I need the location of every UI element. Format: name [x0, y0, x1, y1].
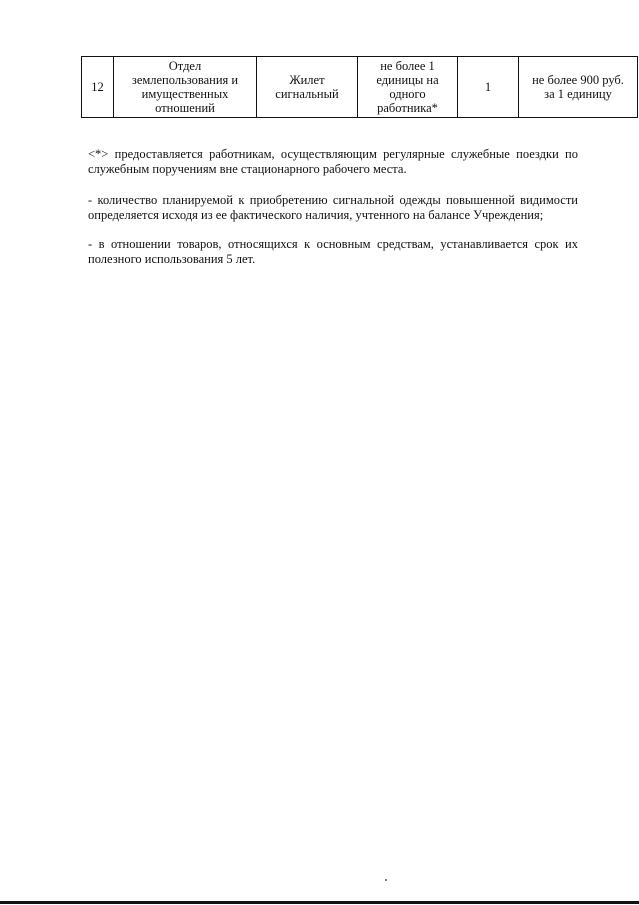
- row-number: 12: [91, 80, 104, 94]
- service-life-cell: [458, 57, 519, 118]
- footnote-paragraph: <*> предоставляется работникам, осуществляющим регулярные служебные поездки по служебным поручениям вне стационарного рабочего места.: [88, 147, 578, 176]
- item-cell: [257, 57, 358, 118]
- department-cell: [114, 57, 257, 118]
- quantity-line: не более 1: [380, 59, 435, 73]
- quantity-line: одного: [389, 87, 426, 101]
- fixed-assets-rule-paragraph: - в отношении товаров, относящихся к основным средствам, устанавливается срок их полезного использования 5 лет.: [88, 237, 578, 266]
- quantity-rule-paragraph: - количество планируемой к приобретению сигнальной одежды повышенной видимости определяется исходя из ее фактического наличия, учтенного на балансе Учреждения;: [88, 193, 578, 222]
- item-line: сигнальный: [275, 87, 339, 101]
- norms-table: [81, 56, 638, 118]
- item-line: Жилет: [289, 73, 325, 87]
- scan-speck: [385, 879, 387, 881]
- page-bottom-edge: [0, 901, 639, 904]
- department-line: отношений: [155, 101, 215, 115]
- quantity-line: работника*: [377, 101, 438, 115]
- price-line: за 1 единицу: [544, 87, 612, 101]
- quantity-line: единицы на: [376, 73, 439, 87]
- department-line: Отдел: [168, 59, 202, 73]
- quantity-cell: [358, 57, 458, 118]
- table-row: [82, 57, 638, 118]
- row-number-cell: [82, 57, 114, 118]
- price-line: не более 900 руб.: [532, 73, 624, 87]
- department-line: имущественных: [141, 87, 229, 101]
- price-cell: [519, 57, 638, 118]
- service-life-value: 1: [484, 80, 492, 94]
- department-line: землепользования и: [131, 73, 239, 87]
